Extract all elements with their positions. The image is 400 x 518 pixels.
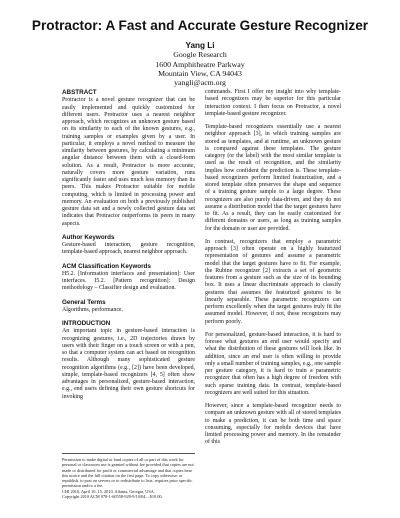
author-affiliation: Google Research bbox=[173, 50, 227, 60]
venue-notice: CHI 2010, April 10–15, 2010, Atlanta, Georgia, USA. bbox=[62, 488, 155, 494]
introduction-heading: INTRODUCTION bbox=[62, 320, 111, 327]
author-address-line2: Mountain View, CA 94043 bbox=[158, 68, 242, 78]
author-block bbox=[0, 41, 400, 87]
body-paragraph: Template-based recognizers essentially use a nearest neighbor approach [3], in which training samples are stored as templates, and at runtime, an unknown gesture is compared against these templates. The gesture category (or the label) with the most similar template is used as the result of recognition, and the similarity implies how confident the prediction is. These template-based recognizers perform limited featurization, and a stored template often preserves the shape and sequence of a training gesture sample to a large degree. These recognizers are also purely data-driven, and they do not assume a distribution model that the target gestures have to fit. As a result, they can be easily customized for different domains or users, as long as training samples for the domain or user are provided. bbox=[205, 124, 341, 232]
permission-notice: Permission to make digital or hard copies of all or part of this work for personal or classroom use is granted without fee provided that copies are not made or distributed for profit or commercial advantage and that copies bear this notice and the full citation on the first page. To copy otherwise, or republish, to post on servers or to redistribute to lists, requires prior specific permission and/or a fee. bbox=[62, 457, 194, 489]
introduction-text: An important topic in gesture-based interaction is recognizing gestures, i.e., 2D trajectories drawn by users with their finger on a touch screen or with a pen, so that a computer system can act based on recognition results. Although many sophisticated gesture recognition algorithms (e.g., [2]) have been developed, simple, template-based recognizers [4, 5] often show advantages in personalized, gesture-based interaction, e.g., end users defining their own gesture shortcuts for invoking bbox=[62, 328, 195, 400]
author-name: Yang Li bbox=[185, 41, 215, 50]
author-email: yangli@acm.org bbox=[174, 78, 226, 88]
body-paragraph: For personalized, gesture-based interaction, it is hard to foresee what gestures an end user would specify and what the distribution of these gestures will look like. In addition, since an end user is often willing to provide only a small number of training samples, e.g., one sample per gesture category, it is hard to train a parametric recognizer that often has a high degree of freedom with such sparse training data. In contrast, template-based recognizers are well suited for this situation. bbox=[205, 331, 341, 396]
left-column bbox=[62, 89, 195, 401]
copyright-footnote bbox=[62, 453, 195, 499]
author-keywords-text: Gesture-based interaction, gesture recognition, template-based approach, nearest neighbor approach. bbox=[62, 242, 195, 256]
acm-classification-heading: ACM Classification Keywords bbox=[62, 262, 151, 270]
abstract-heading: ABSTRACT bbox=[62, 89, 97, 96]
acm-classification-text: H5.2. [Information interfaces and presentation]: User interfaces. I5.2. [Pattern recognition]: Design methodology – Classifier design and evaluation. bbox=[62, 270, 195, 292]
general-terms-heading: General Terms bbox=[62, 298, 106, 306]
body-paragraph: In contrast, recognizers that employ a parametric approach [3] often operate on a highly featurized representation of gestures and assume a parametric model that the target gestures have to fit. For example, the Rubine recognizer [2] extracts a set of geometric features from a gesture such as the size of its bounding box. It uses a linear discriminate approach to classify gestures that assumes the featurized gestures to be linearly separable. These parametric recognizers can perform excellently when the target gestures truly fit the assumed model. However, if not, these recognizers may perform poorly. bbox=[205, 238, 341, 325]
author-keywords-heading: Author Keywords bbox=[62, 233, 115, 241]
right-column bbox=[205, 89, 341, 447]
paper-title: Protractor: A Fast and Accurate Gesture Recognizer bbox=[31, 18, 369, 33]
body-paragraph: commands. First I offer my insight into why template-based recognizers may be superior for this particular interaction context. I then focus on Protractor, a novel template-based gesture recognizer. bbox=[205, 89, 341, 117]
abstract-text: Protractor is a novel gesture recognizer that can be easily implemented and quickly customized for different users. Protractor uses a nearest neighbor approach, which recognizes an unknown gesture based on its similarity to each of the known gestures, e.g., training samples or examples given by a user. In particular, it employs a novel method to measure the similarity between gestures, by calculating a minimum angular distance between them with a closed-form solution. As a result, Protractor is more accurate, naturally covers more gesture variation, runs significantly faster and uses much less memory than its peers. This makes Protractor suitable for mobile computing, which is limited in processing power and memory. An evaluation on both a previously published gesture data set and a newly collected gesture data set indicates that Protractor outperforms its peers in many aspects. bbox=[62, 97, 195, 227]
general-terms-text: Algorithms, performance. bbox=[62, 306, 124, 313]
copyright-notice: Copyright 2010 ACM 978-1-60558-929-9/10/04....$10.00. bbox=[62, 494, 163, 500]
body-paragraph: However, since a template-based recognizer needs to compare an unknown gesture with all of stored templates to make a prediction, it can be both time and space consuming, especially for mobile devices that have limited processing power and memory. In the remainder of this bbox=[205, 403, 341, 446]
author-address-line1: 1600 Amphitheatre Parkway bbox=[155, 59, 245, 69]
